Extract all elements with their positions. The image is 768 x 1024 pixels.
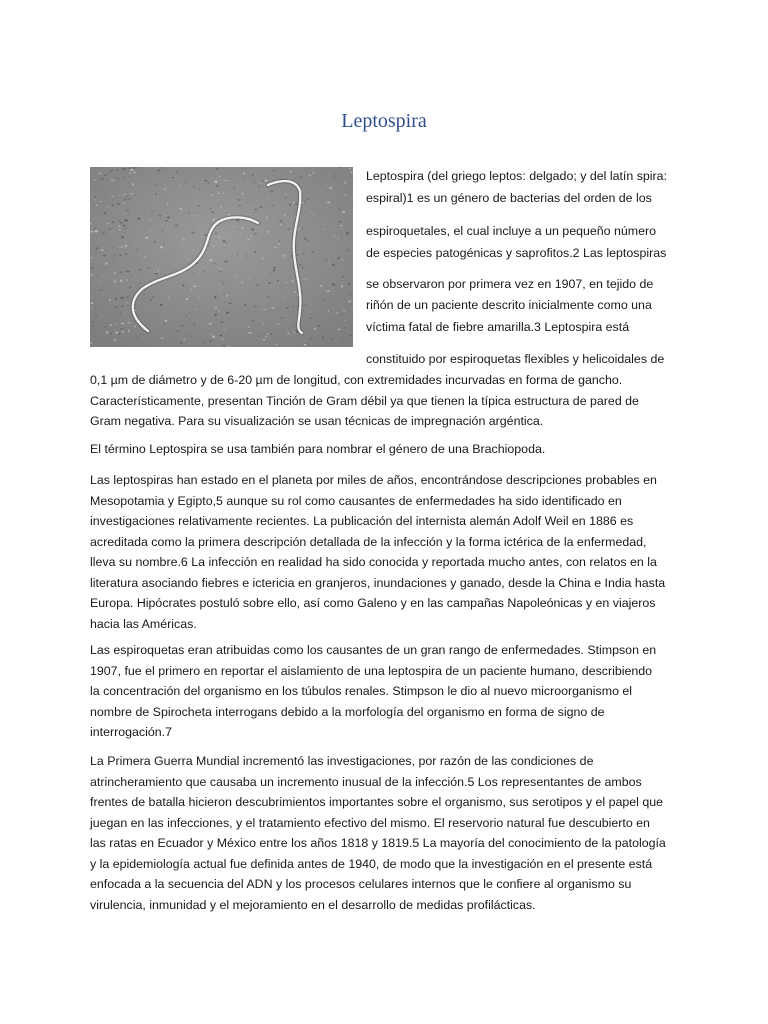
- paragraph-line: Gram negativa. Para su visualización se usan técnicas de impregnación argéntica.: [90, 414, 544, 428]
- intro-line: riñón de un paciente descrito inicialmente como una: [366, 298, 652, 312]
- paragraph-history: [90, 470, 665, 634]
- paragraph-line: enfocada a la secuencia del ADN y los procesos celulares internos que le confiere al organismo su: [90, 877, 632, 891]
- paragraph-stimpson: [90, 640, 656, 743]
- paragraph-line: atrincheramiento que causaba un incremento inusual de la infección.5 Los representantes de ambos: [90, 774, 642, 789]
- paragraph-intro-continued: [90, 370, 639, 432]
- paragraph-line: acreditada como la primera descripción detallada de la infección y la forma ictérica de la enfermedad,: [90, 534, 647, 549]
- paragraph-line: nombre de Spirocheta interrogans debido a la morfología del organismo en forma de signo de: [90, 704, 605, 719]
- paragraph-line: Mesopotamia y Egipto,5 aunque su rol como causantes de enfermedades ha sido identificado en: [90, 493, 622, 508]
- paragraph-line: y la epidemiología actual fue definida antes de 1940, de modo que la investigación en el presente está: [90, 856, 653, 871]
- document-title: Leptospira: [341, 110, 427, 132]
- paragraph-line: hacia las Américas.: [90, 616, 197, 631]
- paragraph-brachiopoda: [90, 439, 545, 460]
- intro-line: de especies patogénicas y saprofitos.2 Las leptospiras: [366, 246, 667, 260]
- paragraph-line: la concentración del organismo en los túbulos renales. Stimpson le dio al nuevo microorganismo el: [90, 684, 633, 698]
- paragraph-line: Europa. Hipócrates postuló sobre ello, así como Galeno y en las campañas Napoleónicas y en viajeros: [90, 596, 656, 610]
- intro-line: Leptospira (del griego leptos: delgado; y del latín spira:: [366, 169, 668, 183]
- intro-line: se observaron por primera vez en 1907, en tejido de: [366, 277, 654, 291]
- paragraph-line: investigaciones relativamente recientes. La publicación del internista alemán Adolf Weil en 1886 es: [90, 514, 634, 528]
- paragraph-line: La Primera Guerra Mundial incrementó las investigaciones, por razón de las condiciones de: [90, 754, 594, 768]
- paragraph-line: Las leptospiras han estado en el planeta por miles de años, encontrándose descripciones probables en: [90, 473, 657, 487]
- intro-line: víctima fatal de fiebre amarilla.3 Leptospira está: [366, 320, 630, 334]
- intro-line: espiroquetales, el cual incluye a un pequeño número: [366, 224, 657, 238]
- intro-line: constituido por espiroquetas flexibles y helicoidales de: [366, 352, 665, 366]
- paragraph-line: literatura asociando fiebres e ictericia en granjeros, inundaciones y ganado, desde la China e India hasta: [90, 575, 666, 590]
- paragraph-line: lleva su nombre.6 La infección en realidad ha sido conocida y reportada mucho antes, con relatos en la: [90, 555, 657, 569]
- paragraph-line: las ratas en Ecuador y México entre los años 1818 y 1819.5 La mayoría del conocimiento de la patología: [90, 836, 666, 850]
- paragraph-line: 0,1 µm de diámetro y de 6-20 µm de longitud, con extremidades incurvadas en forma de gancho.: [90, 373, 623, 387]
- paragraph-line: juegan en las infecciones, y el tratamiento efectivo del mismo. El reservorio natural fue descubierto en: [90, 815, 650, 830]
- paragraph-line: interrogación.7: [90, 725, 172, 739]
- leptospira-micrograph: [90, 167, 353, 347]
- intro-line: espiral)1 es un género de bacterias del orden de los: [366, 191, 652, 205]
- paragraph-war: [90, 751, 666, 915]
- paragraph-line: El término Leptospira se usa también para nombrar el género de una Brachiopoda.: [90, 442, 546, 456]
- paragraph-line: virulencia, inmunidad y el mejoramiento en el desarrollo de medidas profilácticas.: [90, 897, 536, 912]
- paragraph-line: 1907, fue el primero en reportar el aislamiento de una leptospira de un paciente humano, describiendo: [90, 663, 653, 678]
- paragraph-line: Característicamente, presentan Tinción de Gram débil ya que tienen la típica estructura de pared de: [90, 393, 639, 408]
- paragraph-line: frentes de batalla hicieron descubrimientos importantes sobre el organismo, sus serotipos y el papel que: [90, 795, 664, 809]
- paragraph-line: Las espiroquetas eran atribuidas como los causantes de un gran rango de enfermedades. Stimpson en: [90, 643, 657, 657]
